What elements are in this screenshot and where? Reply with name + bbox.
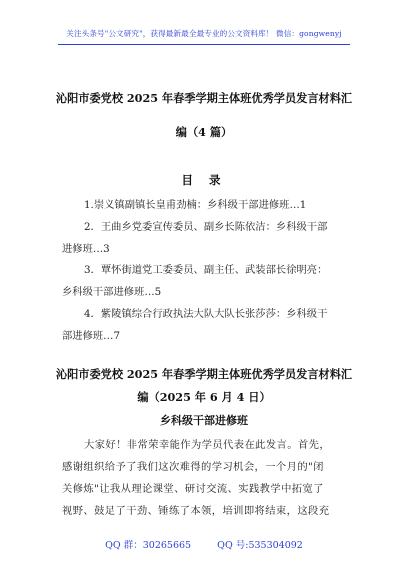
footer-qq-group: QQ 群：30265665: [105, 540, 192, 551]
footer-qq-number: QQ 号:535304092: [217, 540, 303, 551]
footer-contact: [0, 537, 408, 551]
toc-item-1: 1.崇义镇副镇长皇甫劲楠：乡科级干部进修班…1: [84, 199, 307, 211]
section-title-line-2: 编（2025 年 6 月 4 日）: [137, 390, 271, 404]
header-banner: 关注头条号"公文研究"，获得最新最全最专业的公文资料库！ 微信：gongwenyj: [66, 29, 342, 38]
document-title-line-1: 沁阳市委党校 2025 年春季学期主体班优秀学员发言材料汇: [55, 91, 353, 105]
body-line-3: 关修炼"让我从理论课堂、研讨交流、实践教学中拓宽了: [62, 483, 324, 495]
toc-item-3-continued: 乡科级干部进修班…5: [62, 286, 162, 298]
toc-item-2-continued: 进修班…3: [62, 243, 110, 255]
document-title-line-2: 编（4 篇）: [175, 125, 233, 139]
toc-item-4-continued: 部进修班…7: [62, 330, 121, 342]
toc-item-4: 4．紫陵镇综合行政执法大队大队长张莎莎：乡科级干: [84, 308, 328, 320]
section-subtitle: 乡科级干部进修班: [160, 414, 248, 427]
body-line-4: 视野、鼓足了干劲、锤练了本领，培训即将结束，这段充: [62, 505, 330, 517]
toc-item-2: 2．王曲乡党委宣传委员、副乡长陈依洁：乡科级干部: [84, 221, 328, 233]
body-line-1: 大家好！非常荣幸能作为学员代表在此发言。首先，: [84, 439, 331, 451]
section-title-line-1: 沁阳市委党校 2025 年春季学期主体班优秀学员发言材料汇: [55, 367, 353, 381]
header-divider: [58, 44, 350, 45]
body-line-2: 感谢组织给予了我们这次难得的学习机会，一个月的"闭: [62, 461, 324, 473]
toc-item-3: 3．覃怀街道党工委委员、副主任、武装部长徐明亮：: [84, 264, 328, 276]
toc-heading: 目 录: [181, 173, 227, 187]
